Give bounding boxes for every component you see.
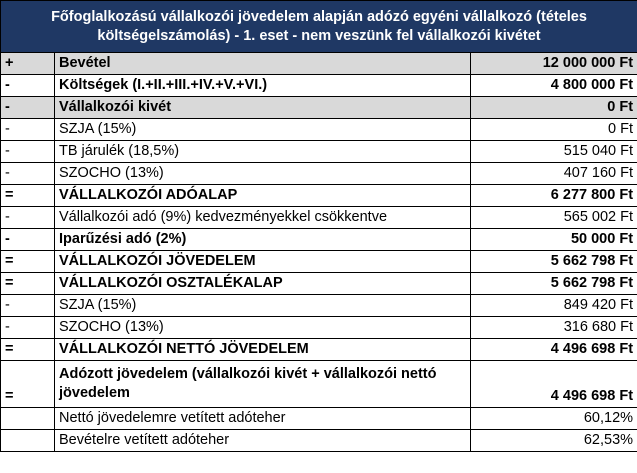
row-sign [1,430,55,452]
row-value: 316 680 Ft [471,317,637,339]
row-sign: = [1,361,55,408]
row-sign: - [1,207,55,229]
row-label: Bevételre vetített adóteher [55,430,471,452]
row-sign: - [1,97,55,119]
table-row [1,97,637,119]
row-value: 5 662 798 Ft [471,273,637,295]
row-value: 62,53% [471,430,637,452]
table-row [1,408,637,430]
row-value: 4 800 000 Ft [471,75,637,97]
row-value: 50 000 Ft [471,229,637,251]
table-row [1,207,637,229]
row-sign: + [1,53,55,75]
row-value: 407 160 Ft [471,163,637,185]
row-label: VÁLLALKOZÓI NETTÓ JÖVEDELEM [55,339,471,361]
row-label: Vállalkozói adó (9%) kedvezményekkel csökkentve [55,207,471,229]
row-label: VÁLLALKOZÓI OSZTALÉKALAP [55,273,471,295]
row-sign: - [1,119,55,141]
row-value: 12 000 000 Ft [471,53,637,75]
row-sign: = [1,251,55,273]
row-sign: = [1,339,55,361]
table-row [1,361,637,408]
row-sign: - [1,229,55,251]
row-value: 5 662 798 Ft [471,251,637,273]
row-label: Vállalkozói kivét [55,97,471,119]
row-label: SZJA (15%) [55,295,471,317]
row-value: 4 496 698 Ft [471,361,637,408]
table-row [1,53,637,75]
table-row [1,317,637,339]
table-row [1,119,637,141]
row-label: Nettó jövedelemre vetített adóteher [55,408,471,430]
row-sign: - [1,141,55,163]
row-sign: - [1,75,55,97]
row-sign [1,408,55,430]
row-label: VÁLLALKOZÓI ADÓALAP [55,185,471,207]
table-row [1,295,637,317]
table-row [1,430,637,452]
table-row [1,229,637,251]
row-label: Bevétel [55,53,471,75]
table-row [1,251,637,273]
row-value: 6 277 800 Ft [471,185,637,207]
row-label: TB járulék (18,5%) [55,141,471,163]
row-label: SZOCHO (13%) [55,163,471,185]
row-value: 0 Ft [471,119,637,141]
row-sign: = [1,273,55,295]
row-label: SZOCHO (13%) [55,317,471,339]
row-sign: - [1,163,55,185]
row-label: Adózott jövedelem (vállalkozói kivét + vállalkozói nettó jövedelem [55,361,471,408]
table-row [1,75,637,97]
table-row [1,339,637,361]
table-row [1,273,637,295]
row-value: 4 496 698 Ft [471,339,637,361]
row-label: VÁLLALKOZÓI JÖVEDELEM [55,251,471,273]
row-value: 565 002 Ft [471,207,637,229]
row-label: Költségek (I.+II.+III.+IV.+V.+VI.) [55,75,471,97]
table-title: Főfoglalkozású vállalkozói jövedelem alapján adózó egyéni vállalkozó (tételes költségelszámolás) - 1. eset - nem veszünk fel vállalkozói kivétet [1,1,637,53]
table-row [1,141,637,163]
table-title-row [1,1,637,53]
row-value: 515 040 Ft [471,141,637,163]
row-sign: = [1,185,55,207]
table-row [1,163,637,185]
row-sign: - [1,317,55,339]
row-value: 60,12% [471,408,637,430]
row-label: Iparűzési adó (2%) [55,229,471,251]
row-label: SZJA (15%) [55,119,471,141]
row-value: 0 Ft [471,97,637,119]
row-sign: - [1,295,55,317]
table-row [1,185,637,207]
row-value: 849 420 Ft [471,295,637,317]
